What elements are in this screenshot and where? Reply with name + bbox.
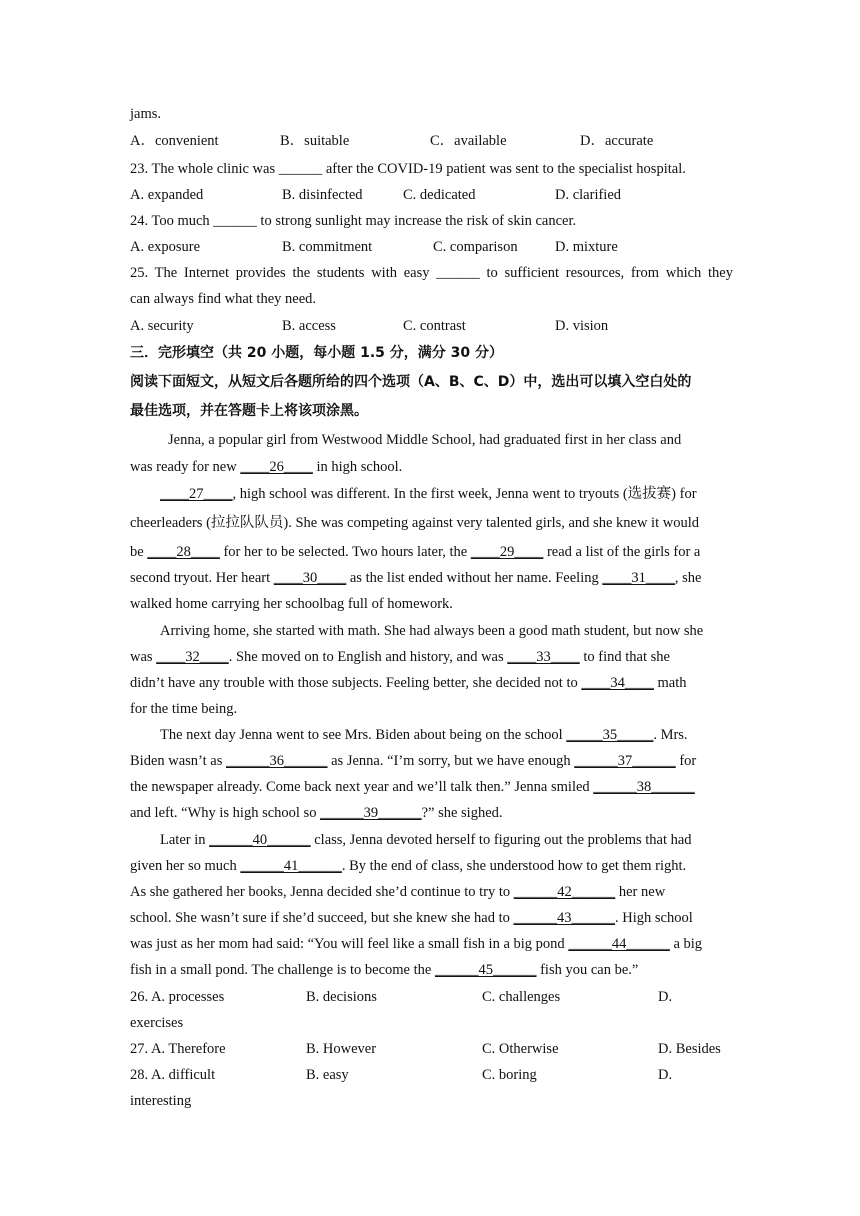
blank-30: ____30____ bbox=[273, 570, 347, 586]
q24-option-d: D. mixture bbox=[555, 239, 618, 255]
q25-option-c: C. contrast bbox=[403, 318, 466, 334]
blank-40: ______40______ bbox=[209, 832, 311, 848]
q22-option-d: D．accurate bbox=[580, 133, 654, 149]
blank-45: ______45______ bbox=[434, 962, 537, 978]
blank-28: ____28____ bbox=[147, 544, 220, 560]
instructions-line2: 最佳选项，并在答题卡上将该项涂黑。 bbox=[130, 403, 368, 419]
blank-44: ______44______ bbox=[568, 936, 670, 952]
q22-option-b: B．suitable bbox=[280, 133, 350, 149]
q22-option-a: A．convenient bbox=[130, 133, 219, 149]
passage-p3-line1: Arriving home, she started with math. She had always been a good math student, but now she bbox=[160, 623, 704, 639]
passage-p3-line4: for the time being. bbox=[130, 701, 238, 717]
q24-option-c: C. comparison bbox=[433, 239, 518, 255]
q24-option-a: A. exposure bbox=[130, 239, 201, 255]
q25-option-d: D. vision bbox=[555, 318, 609, 334]
passage-p1-line2: was ready for new ____26____ in high school. bbox=[130, 459, 403, 475]
q27-option-d: D. Besides bbox=[658, 1041, 721, 1057]
q23-option-a: A. expanded bbox=[130, 187, 204, 203]
q26-option-d-wrap: exercises bbox=[130, 1015, 184, 1031]
blank-35: _____35_____ bbox=[566, 727, 654, 743]
blank-31: ____31____ bbox=[602, 570, 675, 586]
q23-stem: 23. The whole clinic was ______ after the COVID-19 patient was sent to the specialist hospital. bbox=[130, 161, 686, 177]
q23-option-d: D. clarified bbox=[555, 187, 622, 203]
blank-36: ______36______ bbox=[226, 753, 328, 769]
q24-option-b: B. commitment bbox=[282, 239, 373, 255]
passage-p5-line3: As she gathered her books, Jenna decided she’d continue to try to ______42______ her new bbox=[130, 884, 666, 900]
q26-option-d: D. bbox=[658, 989, 673, 1005]
passage-p2-line5: walked home carrying her schoolbag full of homework. bbox=[130, 596, 453, 612]
passage-p5-line2: given her so much ______41______. By the end of class, she understood how to get them right. bbox=[130, 858, 687, 874]
passage-p4-line2: Biden wasn’t as ______36______ as Jenna. “I’m sorry, but we have enough ______37______ for bbox=[130, 753, 697, 769]
blank-29: ____29____ bbox=[470, 544, 544, 560]
blank-42: ______42______ bbox=[513, 884, 616, 900]
q27-option-a: 27. A. Therefore bbox=[130, 1041, 226, 1057]
q23-option-c: C. dedicated bbox=[403, 187, 476, 203]
passage-p5-line1: Later in ______40______ class, Jenna devoted herself to figuring out the problems that had bbox=[160, 832, 692, 848]
passage-p4-line1: The next day Jenna went to see Mrs. Biden about being on the school _____35_____. Mrs. bbox=[160, 727, 688, 743]
passage-p5-line5: was just as her mom had said: “You will feel like a small fish in a big pond ______44______ a big bbox=[130, 936, 703, 952]
passage-p3-line2: was ____32____. She moved on to English and history, and was ____33____ to find that she bbox=[130, 649, 670, 665]
q27-option-b: B. However bbox=[306, 1041, 377, 1057]
q26-option-a: 26. A. processes bbox=[130, 989, 225, 1005]
passage-p3-line3: didn’t have any trouble with those subjects. Feeling better, she decided not to ____34____ math bbox=[130, 675, 687, 691]
blank-33: ____33____ bbox=[507, 649, 580, 665]
q28-option-d: D. bbox=[658, 1067, 673, 1083]
q25-option-a: A. security bbox=[130, 318, 194, 334]
q26-option-b: B. decisions bbox=[306, 989, 377, 1005]
blank-43: ______43______ bbox=[513, 910, 615, 926]
blank-38: ______38______ bbox=[593, 779, 695, 795]
q25-stem-line2: can always find what they need. bbox=[130, 291, 317, 307]
blank-32: ____32____ bbox=[156, 649, 229, 665]
passage-p1-line1: Jenna, a popular girl from Westwood Middle School, had graduated first in her class and bbox=[168, 432, 682, 448]
instructions-line1: 阅读下面短文，从短文后各题所给的四个选项（A、B、C、D）中，选出可以填入空白处的 bbox=[130, 374, 692, 390]
blank-26: ____26____ bbox=[240, 459, 313, 475]
passage-p5-line4: school. She wasn’t sure if she’d succeed, but she knew she had to ______43______. High school bbox=[130, 910, 693, 926]
blank-34: ____34____ bbox=[581, 675, 654, 691]
q24-stem: 24. Too much ______ to strong sunlight may increase the risk of skin cancer. bbox=[130, 213, 577, 229]
q28-option-a: 28. A. difficult bbox=[130, 1067, 216, 1083]
q28-option-d-wrap: interesting bbox=[130, 1093, 192, 1109]
section-3-heading: 三．完形填空（共 20 小题，每小题 1.5 分，满分 30 分） bbox=[130, 345, 504, 361]
passage-p5-line6: fish in a small pond. The challenge is to become the ______45______ fish you can be.” bbox=[130, 962, 639, 978]
blank-41: ______41______ bbox=[240, 858, 342, 874]
blank-39: ______39______ bbox=[320, 805, 422, 821]
q26-option-c: C. challenges bbox=[482, 989, 561, 1005]
passage-p2-line3: be ____28____ for her to be selected. Two hours later, the ____29____ read a list of the girls for a bbox=[130, 544, 701, 560]
passage-p2-line4: second tryout. Her heart ____30____ as the list ended without her name. Feeling ____31____, she bbox=[130, 570, 702, 586]
blank-37: ______37______ bbox=[574, 753, 676, 769]
q22-option-c: C．available bbox=[430, 133, 507, 149]
passage-p4-line4: and left. “Why is high school so ______39______?” she sighed. bbox=[130, 805, 503, 821]
q23-option-b: B. disinfected bbox=[282, 187, 363, 203]
q28-option-c: C. boring bbox=[482, 1067, 537, 1083]
q22-tail: jams. bbox=[130, 106, 162, 122]
passage-p2-line2: cheerleaders (拉拉队队员). She was competing against very talented girls, and she knew it would bbox=[130, 515, 699, 531]
q27-option-c: C. Otherwise bbox=[482, 1041, 559, 1057]
q25-stem-line1: 25. The Internet provides the students with easy ______ to sufficient resources, from which they bbox=[130, 265, 733, 281]
blank-27: ____27____ bbox=[160, 486, 233, 502]
q28-option-b: B. easy bbox=[306, 1067, 349, 1083]
q25-option-b: B. access bbox=[282, 318, 336, 334]
passage-p4-line3: the newspaper already. Come back next year and we’ll talk then.” Jenna smiled ______38______ bbox=[130, 779, 695, 795]
passage-p2-line1: ____27____, high school was different. In the first week, Jenna went to tryouts (选拔赛) for bbox=[160, 486, 697, 502]
